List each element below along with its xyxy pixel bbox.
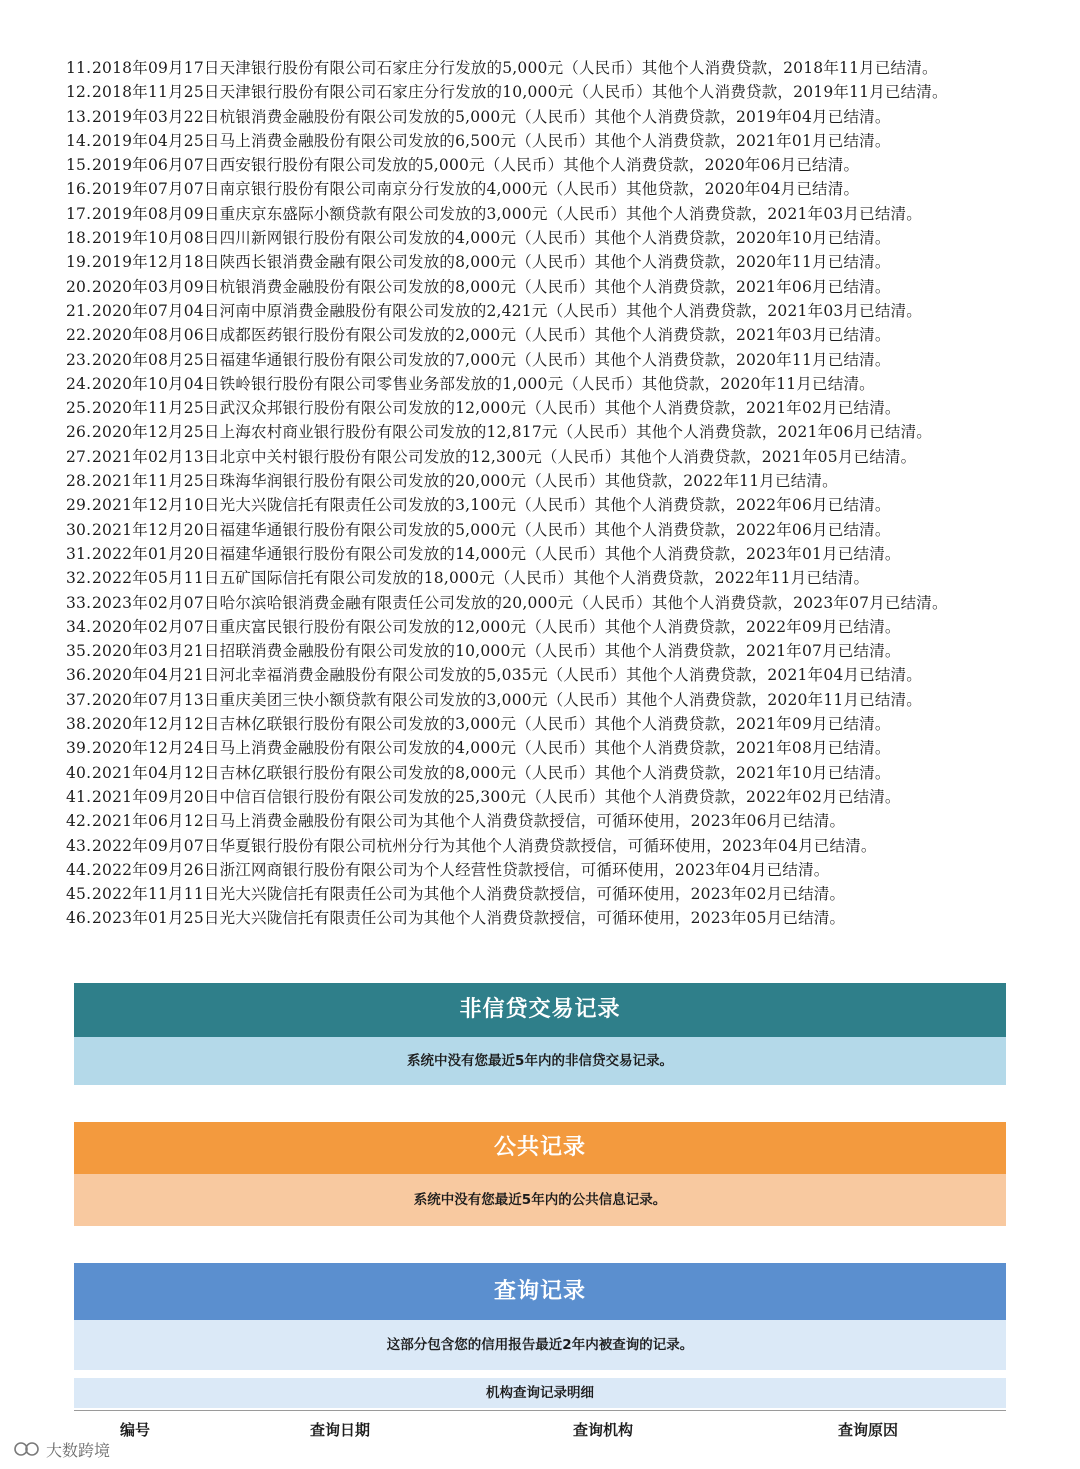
record-text: 2020年03月09日杭银消费金融股份有限公司发放的8,000元（人民币）其他个人消费贷款，2021年06月已结清。 (92, 277, 891, 296)
record-text: 2019年06月07日西安银行股份有限公司发放的5,000元（人民币）其他个人消费贷款，2020年06月已结清。 (92, 156, 860, 175)
credit-record-item (66, 469, 1026, 493)
credit-record-item (66, 105, 1026, 129)
credit-record-item (66, 56, 1026, 80)
record-number: 16. (66, 180, 92, 199)
record-text: 2021年06月12日马上消费金融股份有限公司为其他个人消费贷款授信，可循环使用，2023年06月已结清。 (92, 812, 846, 831)
record-text: 2021年09月20日中信百信银行股份有限公司发放的25,300元（人民币）其他个人消费贷款，2022年02月已结清。 (92, 787, 901, 806)
column-header-query-institution: 查询机构 (573, 1421, 634, 1439)
record-text: 2020年02月07日重庆富民银行股份有限公司发放的12,000元（人民币）其他个人消费贷款，2022年09月已结清。 (92, 617, 901, 636)
credit-record-item (66, 542, 1026, 566)
credit-record-item (66, 591, 1026, 615)
watermark (12, 1436, 110, 1462)
non-credit-message: 系统中没有您最近5年内的非信贷交易记录。 (74, 1037, 1006, 1085)
record-text: 2019年07月07日南京银行股份有限公司南京分行发放的4,000元（人民币）其他贷款，2020年04月已结清。 (92, 180, 860, 199)
record-number: 13. (66, 107, 92, 126)
column-header-query-reason: 查询原因 (838, 1421, 899, 1439)
credit-record-item (66, 348, 1026, 372)
record-number: 45. (66, 885, 92, 904)
record-text: 2020年12月25日上海农村商业银行股份有限公司发放的12,817元（人民币）其他个人消费贷款，2021年06月已结清。 (92, 423, 932, 442)
record-text: 2019年10月08日四川新网银行股份有限公司发放的4,000元（人民币）其他个人消费贷款，2020年10月已结清。 (92, 229, 891, 248)
record-number: 23. (66, 350, 92, 369)
credit-record-item (66, 785, 1026, 809)
record-number: 44. (66, 860, 92, 879)
record-number: 36. (66, 666, 92, 685)
record-number: 39. (66, 739, 92, 758)
record-text: 2020年10月04日铁岭银行股份有限公司零售业务部发放的1,000元（人民币）其他贷款，2020年11月已结清。 (92, 374, 875, 393)
public-record-title: 公共记录 (74, 1122, 1006, 1174)
record-text: 2023年02月07日哈尔滨哈银消费金融有限责任公司发放的20,000元（人民币）其他个人消费贷款，2023年07月已结清。 (92, 593, 948, 612)
credit-record-item (66, 858, 1026, 882)
record-number: 35. (66, 642, 92, 661)
credit-record-item (66, 761, 1026, 785)
record-number: 30. (66, 520, 92, 539)
record-number: 42. (66, 812, 92, 831)
record-number: 28. (66, 472, 92, 491)
record-text: 2023年01月25日光大兴陇信托有限责任公司为其他个人消费贷款授信，可循环使用，2023年05月已结清。 (92, 909, 846, 928)
credit-record-item (66, 396, 1026, 420)
credit-record-item (66, 566, 1026, 590)
credit-record-item (66, 202, 1026, 226)
column-header-number: 编号 (120, 1421, 151, 1439)
credit-record-item (66, 226, 1026, 250)
credit-record-item (66, 323, 1026, 347)
record-number: 21. (66, 301, 92, 320)
credit-record-item (66, 275, 1026, 299)
credit-record-item (66, 420, 1026, 444)
record-text: 2020年07月13日重庆美团三快小额贷款有限公司发放的3,000元（人民币）其他个人消费贷款，2020年11月已结清。 (92, 690, 922, 709)
query-table-header (0, 1419, 1080, 1443)
credit-record-item (66, 834, 1026, 858)
record-text: 2020年11月25日武汉众邦银行股份有限公司发放的12,000元（人民币）其他个人消费贷款，2021年02月已结清。 (92, 399, 901, 418)
record-text: 2019年04月25日马上消费金融股份有限公司发放的6,500元（人民币）其他个人消费贷款，2021年01月已结清。 (92, 131, 891, 150)
record-number: 25. (66, 399, 92, 418)
record-number: 46. (66, 909, 92, 928)
record-number: 40. (66, 763, 92, 782)
record-number: 15. (66, 156, 92, 175)
credit-record-item (66, 809, 1026, 833)
credit-record-item (66, 493, 1026, 517)
record-text: 2020年07月04日河南中原消费金融股份有限公司发放的2,421元（人民币）其他个人消费贷款，2021年03月已结清。 (92, 301, 922, 320)
record-text: 2021年02月13日北京中关村银行股份有限公司发放的12,300元（人民币）其他个人消费贷款，2021年05月已结清。 (92, 447, 917, 466)
query-detail-subtitle: 机构查询记录明细 (74, 1378, 1006, 1408)
public-record-section (74, 1122, 1006, 1226)
record-text: 2020年04月21日河北幸福消费金融股份有限公司发放的5,035元（人民币）其他个人消费贷款，2021年04月已结清。 (92, 666, 922, 685)
credit-record-item (66, 177, 1026, 201)
credit-record-item (66, 663, 1026, 687)
record-number: 24. (66, 374, 92, 393)
record-text: 2019年08月09日重庆京东盛际小额贷款有限公司发放的3,000元（人民币）其他个人消费贷款，2021年03月已结清。 (92, 204, 922, 223)
record-number: 12. (66, 83, 92, 102)
credit-record-item (66, 153, 1026, 177)
record-text: 2020年12月12日吉林亿联银行股份有限公司发放的3,000元（人民币）其他个人消费贷款，2021年09月已结清。 (92, 715, 891, 734)
record-number: 43. (66, 836, 92, 855)
credit-record-item (66, 712, 1026, 736)
record-number: 41. (66, 787, 92, 806)
watermark-text: 大数跨境 (46, 1440, 111, 1460)
credit-record-item (66, 639, 1026, 663)
query-record-message: 这部分包含您的信用报告最近2年内被查询的记录。 (74, 1320, 1006, 1370)
record-text: 2022年05月11日五矿国际信托有限公司发放的18,000元（人民币）其他个人消费贷款，2022年11月已结清。 (92, 569, 870, 588)
credit-record-item (66, 80, 1026, 104)
record-text: 2019年12月18日陕西长银消费金融有限公司发放的8,000元（人民币）其他个人消费贷款，2020年11月已结清。 (92, 253, 891, 272)
non-credit-title: 非信贷交易记录 (74, 983, 1006, 1037)
record-number: 26. (66, 423, 92, 442)
record-text: 2021年12月10日光大兴陇信托有限责任公司发放的3,100元（人民币）其他个人消费贷款，2022年06月已结清。 (92, 496, 891, 515)
credit-record-item (66, 518, 1026, 542)
table-divider (74, 1410, 1006, 1411)
record-number: 34. (66, 617, 92, 636)
record-text: 2020年08月25日福建华通银行股份有限公司发放的7,000元（人民币）其他个人消费贷款，2020年11月已结清。 (92, 350, 891, 369)
credit-record-item (66, 250, 1026, 274)
credit-record-item (66, 129, 1026, 153)
record-text: 2022年09月26日浙江网商银行股份有限公司为个人经营性贷款授信，可循环使用，2023年04月已结清。 (92, 860, 830, 879)
record-number: 11. (66, 59, 92, 77)
record-number: 31. (66, 544, 92, 563)
record-text: 2020年08月06日成都医药银行股份有限公司发放的2,000元（人民币）其他个人消费贷款，2021年03月已结清。 (92, 326, 891, 345)
record-number: 33. (66, 593, 92, 612)
credit-record-item (66, 736, 1026, 760)
record-text: 2022年09月07日华夏银行股份有限公司杭州分行为其他个人消费贷款授信，可循环使用，2023年04月已结清。 (92, 836, 877, 855)
record-number: 27. (66, 447, 92, 466)
record-text: 2018年09月17日天津银行股份有限公司石家庄分行发放的5,000元（人民币）其他个人消费贷款，2018年11月已结清。 (92, 59, 938, 77)
record-text: 2022年11月11日光大兴陇信托有限责任公司为其他个人消费贷款授信，可循环使用，2023年02月已结清。 (92, 885, 846, 904)
record-text: 2020年12月24日马上消费金融股份有限公司发放的4,000元（人民币）其他个人消费贷款，2021年08月已结清。 (92, 739, 891, 758)
record-text: 2021年11月25日珠海华润银行股份有限公司发放的20,000元（人民币）其他贷款，2022年11月已结清。 (92, 472, 838, 491)
record-number: 19. (66, 253, 92, 272)
credit-record-item (66, 299, 1026, 323)
credit-record-item (66, 882, 1026, 906)
credit-record-item (66, 615, 1026, 639)
record-text: 2019年03月22日杭银消费金融股份有限公司发放的5,000元（人民币）其他个人消费贷款，2019年04月已结清。 (92, 107, 891, 126)
query-record-title: 查询记录 (74, 1263, 1006, 1320)
record-number: 17. (66, 204, 92, 223)
logo-icon (12, 1439, 42, 1459)
record-text: 2021年12月20日福建华通银行股份有限公司发放的5,000元（人民币）其他个人消费贷款，2022年06月已结清。 (92, 520, 891, 539)
record-number: 18. (66, 229, 92, 248)
record-text: 2022年01月20日福建华通银行股份有限公司发放的14,000元（人民币）其他个人消费贷款，2023年01月已结清。 (92, 544, 901, 563)
public-record-message: 系统中没有您最近5年内的公共信息记录。 (74, 1174, 1006, 1226)
record-number: 37. (66, 690, 92, 709)
non-credit-section (74, 983, 1006, 1085)
record-number: 32. (66, 569, 92, 588)
column-header-query-date: 查询日期 (310, 1421, 371, 1439)
record-text: 2021年04月12日吉林亿联银行股份有限公司发放的8,000元（人民币）其他个人消费贷款，2021年10月已结清。 (92, 763, 891, 782)
record-number: 38. (66, 715, 92, 734)
record-number: 14. (66, 131, 92, 150)
record-text: 2018年11月25日天津银行股份有限公司石家庄分行发放的10,000元（人民币）其他个人消费贷款，2019年11月已结清。 (92, 83, 948, 102)
record-number: 20. (66, 277, 92, 296)
credit-record-item (66, 688, 1026, 712)
credit-record-item (66, 906, 1026, 930)
query-record-section (74, 1263, 1006, 1408)
credit-record-item (66, 372, 1026, 396)
credit-record-list (66, 56, 1026, 931)
record-number: 29. (66, 496, 92, 515)
credit-record-item (66, 445, 1026, 469)
record-text: 2020年03月21日招联消费金融股份有限公司发放的10,000元（人民币）其他个人消费贷款，2021年07月已结清。 (92, 642, 901, 661)
record-number: 22. (66, 326, 92, 345)
